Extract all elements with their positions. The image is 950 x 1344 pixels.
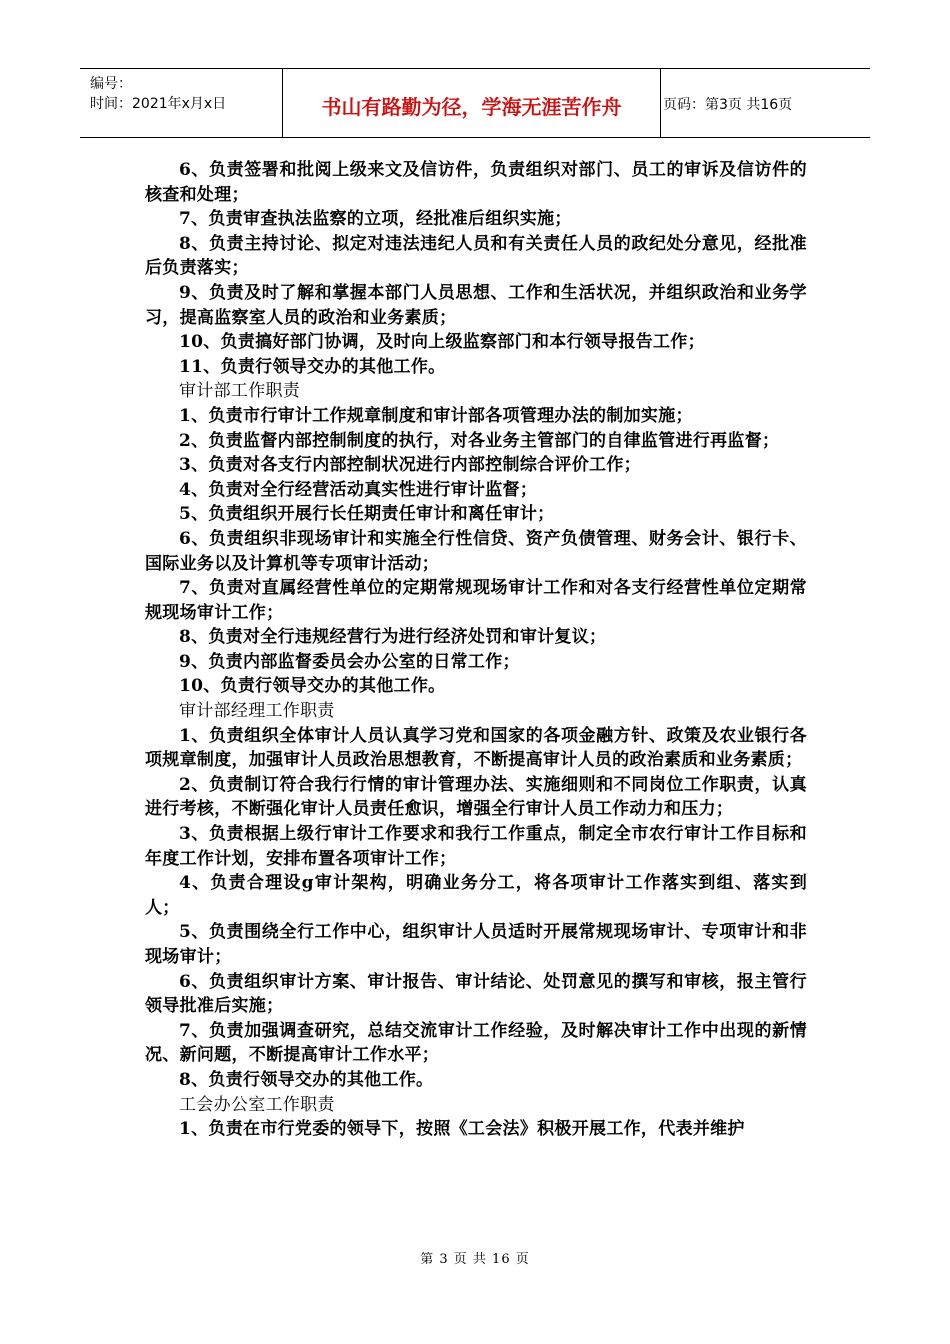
paragraph: 6、负责组织非现场审计和实施全行性信贷、资产负债管理、财务会计、银行卡、国际业务以及计算机等专项审计活动； bbox=[145, 528, 807, 574]
paragraph: 7、负责审查执法监察的立项，经批准后组织实施； bbox=[179, 209, 572, 230]
paragraph: 9、负责内部监督委员会办公室的日常工作； bbox=[179, 651, 520, 672]
paragraph: 7、负责对直属经营性单位的定期常规现场审计工作和对各支行经营性单位定期常规现场审计工作； bbox=[145, 578, 807, 623]
page-footer: 第 3 页 共 16 页 bbox=[420, 1252, 530, 1267]
paragraph: 6、负责组织审计方案、审计报告、审计结论、处罚意见的撰写和审核，报主管行领导批准后实施； bbox=[145, 971, 807, 1017]
paragraph: 2、负责监督内部控制制度的执行，对各业务主管部门的自律监管进行再监督； bbox=[179, 430, 780, 451]
page-header bbox=[80, 68, 870, 138]
paragraph: 10、负责搞好部门协调，及时向上级监察部门和本行领导报告工作； bbox=[179, 332, 705, 353]
paragraph: 11、负责行领导交办的其他工作。 bbox=[179, 356, 446, 377]
paragraph: 6、负责签署和批阅上级来文及信访件，负责组织对部门、员工的审诉及信访件的核查和处理； bbox=[145, 160, 807, 205]
section-heading: 审计部工作职责 bbox=[179, 381, 301, 402]
paragraph: 3、负责对各支行内部控制状况进行内部控制综合评价工作； bbox=[179, 455, 641, 476]
paragraph: 4、负责合理设g审计架构，明确业务分工，将各项审计工作落实到组、落实到人； bbox=[145, 873, 807, 918]
header-page-info: 页码：第3页 共16页 bbox=[663, 97, 793, 113]
header-motto: 书山有路勤为径，学海无涯苦作舟 bbox=[321, 95, 622, 119]
section-heading: 审计部经理工作职责 bbox=[179, 701, 335, 722]
paragraph: 9、负责及时了解和掌握本部门人员思想、工作和生活状况，并组织政治和业务学习，提高监察室人员的政治和业务素质； bbox=[145, 282, 807, 328]
paragraph: 5、负责组织开展行长任期责任审计和离任审计； bbox=[179, 504, 555, 525]
paragraph: 8、负责行领导交办的其他工作。 bbox=[179, 1069, 434, 1090]
paragraph: 8、负责对全行违规经营行为进行经济处罚和审计复议； bbox=[179, 627, 607, 648]
paragraph: 4、负责对全行经营活动真实性进行审计监督； bbox=[179, 479, 538, 500]
document-number-label: 编号： bbox=[90, 76, 132, 92]
header-meta-cell bbox=[80, 69, 283, 137]
paragraph: 10、负责行领导交办的其他工作。 bbox=[179, 676, 446, 697]
header-page-cell bbox=[661, 69, 870, 137]
paragraph: 1、负责在市行党委的领导下，按照《工会法》积极开展工作，代表并维护 bbox=[179, 1119, 745, 1140]
paragraph: 5、负责围绕全行工作中心，组织审计人员适时开展常规现场审计、专项审计和非现场审计； bbox=[145, 922, 807, 967]
paragraph: 3、负责根据上级行审计工作要求和我行工作重点，制定全市农行审计工作目标和年度工作计划，安排布置各项审计工作； bbox=[145, 824, 807, 869]
paragraph: 1、负责组织全体审计人员认真学习党和国家的各项金融方针、政策及农业银行各项规章制度，加强审计人员政治思想教育，不断提高审计人员的政治素质和业务素质； bbox=[145, 725, 807, 771]
paragraph: 2、负责制订符合我行行情的审计管理办法、实施细则和不同岗位工作职责，认真进行考核，不断强化审计人员责任愈识，增强全行审计人员工作动力和压力； bbox=[145, 774, 807, 820]
document-body bbox=[145, 158, 807, 1142]
paragraph: 8、负责主持讨论、拟定对违法违纪人员和有关责任人员的政纪处分意见，经批准后负责落实； bbox=[145, 233, 807, 279]
document-time-label: 时间：2021年x月x日 bbox=[90, 96, 227, 112]
header-motto-cell bbox=[283, 69, 661, 137]
section-heading: 工会办公室工作职责 bbox=[179, 1094, 335, 1115]
paragraph: 7、负责加强调查研究，总结交流审计工作经验，及时解决审计工作中出现的新情况、新问题，不断提高审计工作水平； bbox=[145, 1020, 807, 1066]
paragraph: 1、负责市行审计工作规章制度和审计部各项管理办法的制加实施； bbox=[179, 405, 693, 426]
